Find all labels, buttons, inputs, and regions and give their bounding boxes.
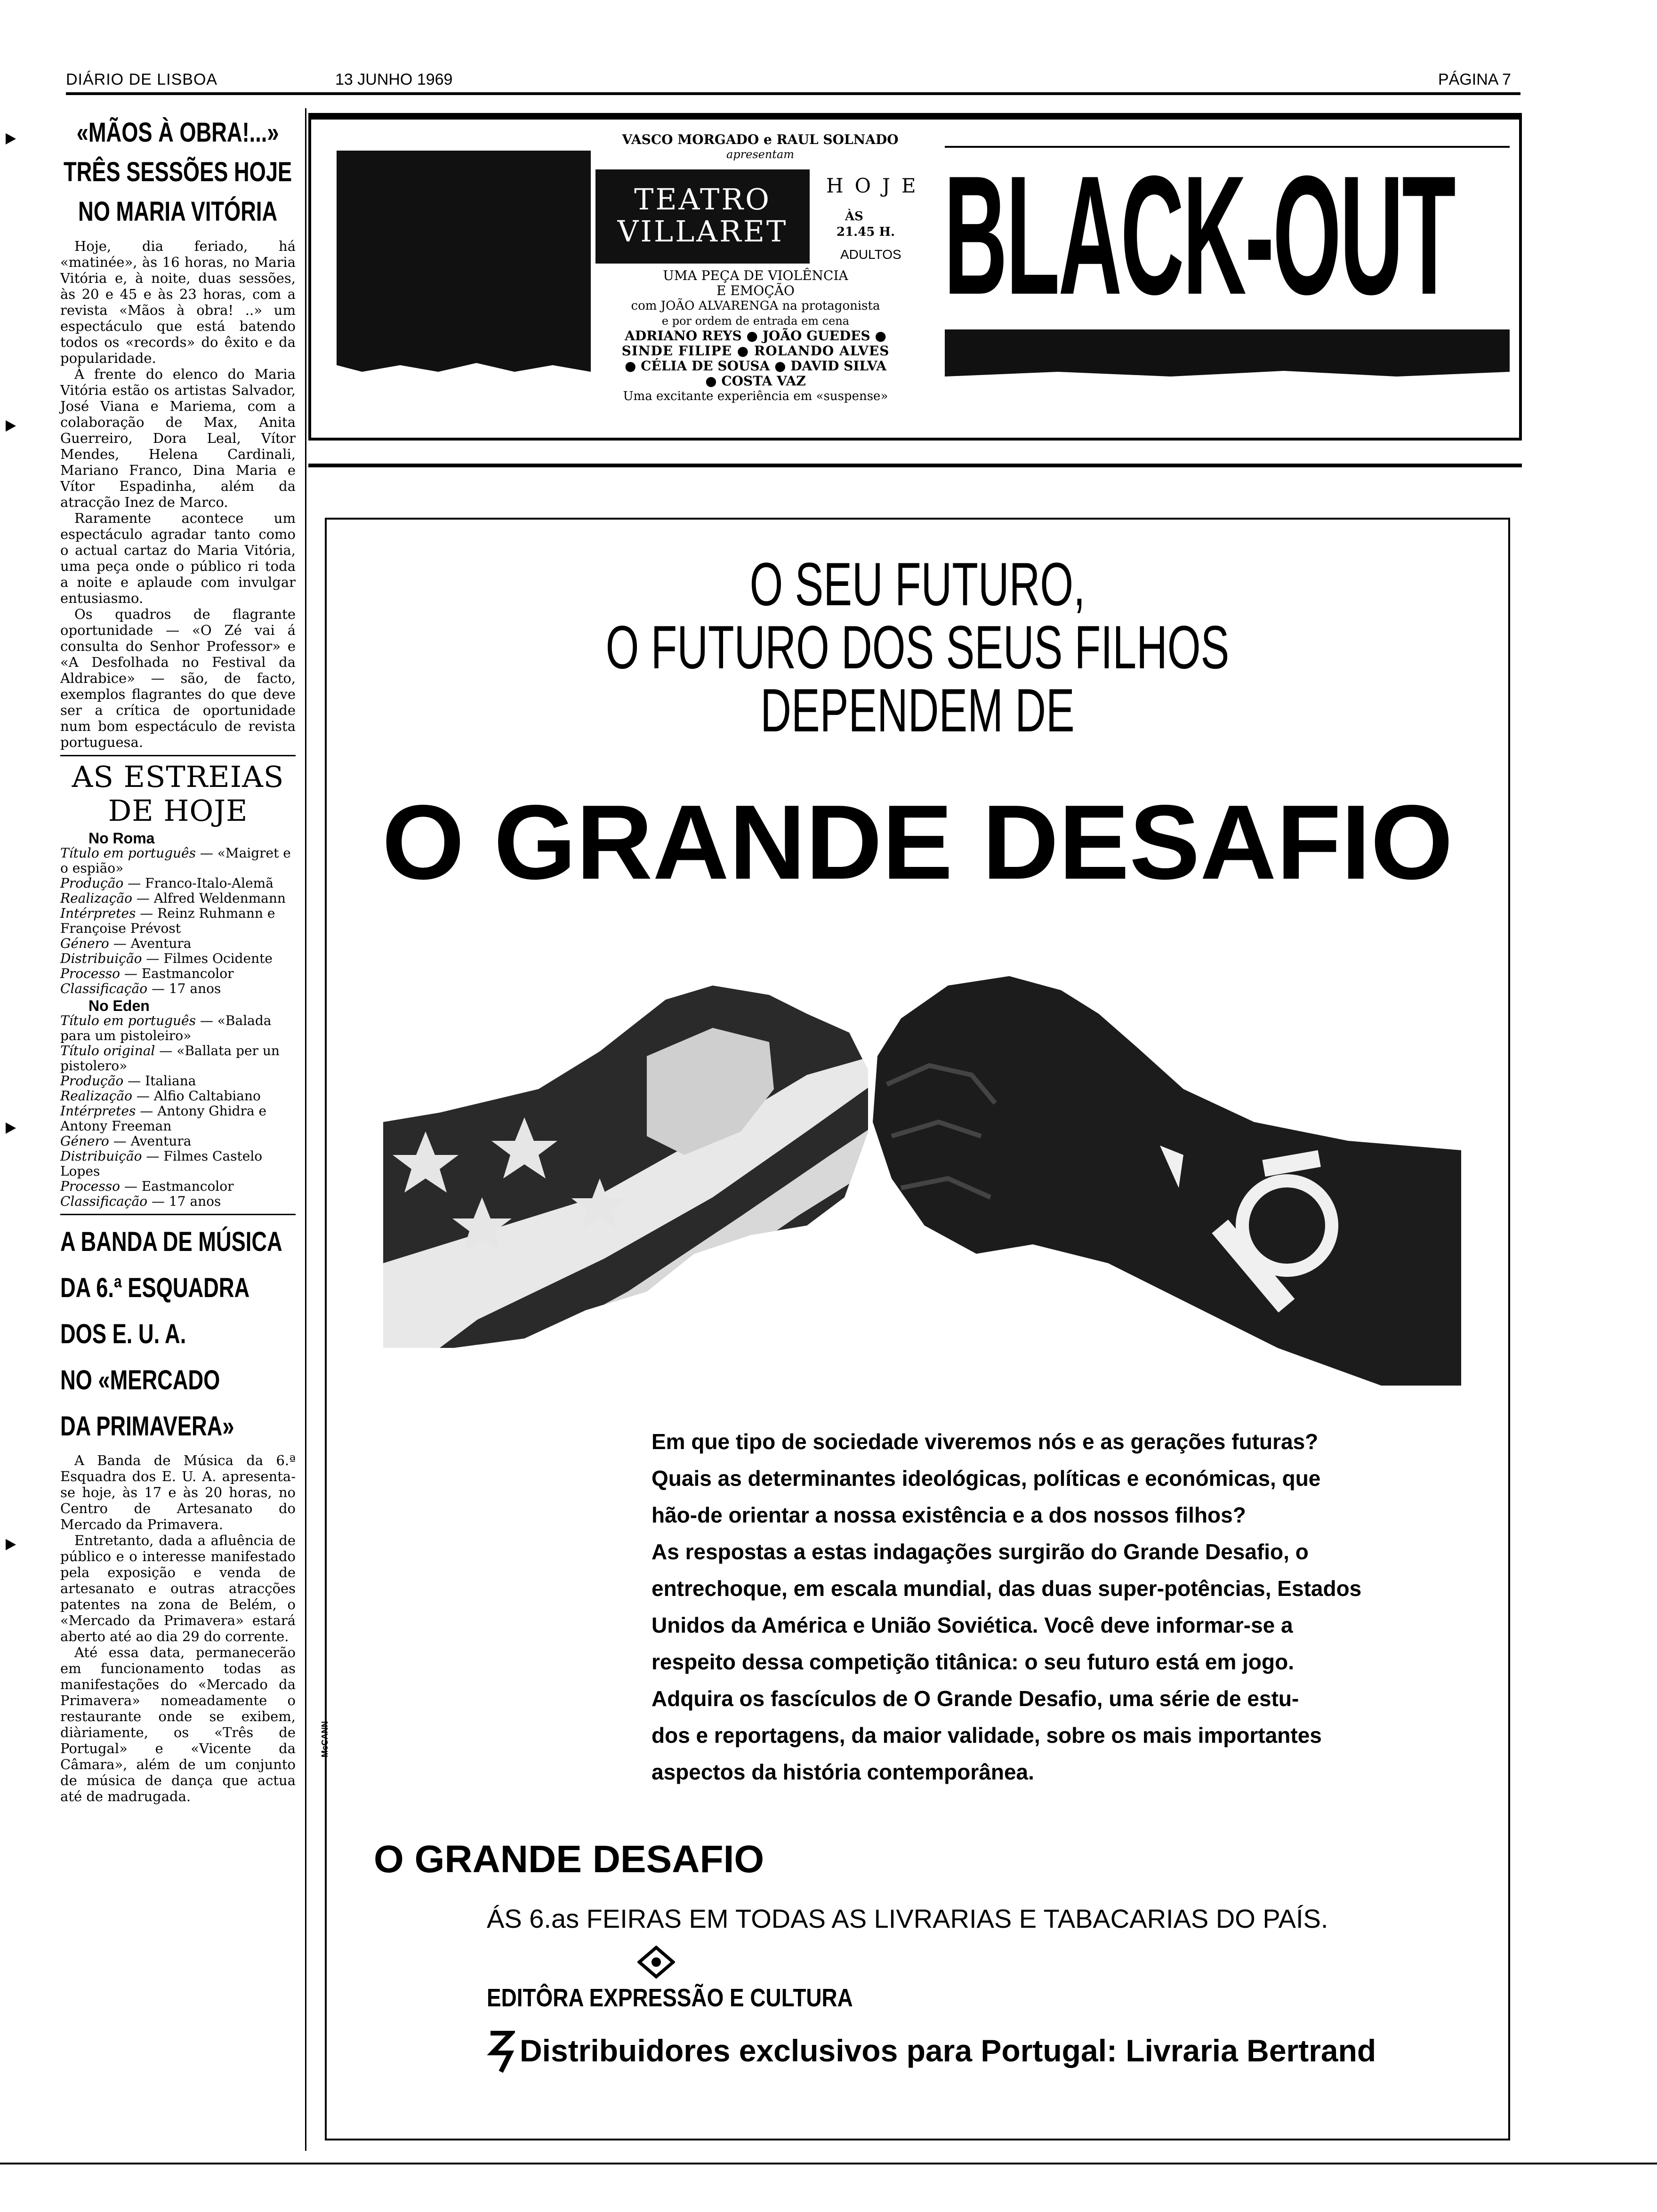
bertrand-logo-icon [487,2030,515,2073]
ad-footer-title: O GRANDE DESAFIO [374,1838,764,1881]
margin-mark [6,1122,16,1134]
article3-headline: A BANDA DE MÚSICA DA 6.ª ESQUADRA DOS E. U. A. NO «MERCADO DA PRIMAVERA» [60,1226,282,1442]
presents: apresentam [726,148,795,161]
masthead-paper: DIÁRIO DE LISBOA [66,71,218,88]
bottom-rule [0,2163,1657,2164]
margin-mark [6,420,16,432]
grande-desafio-ad [320,518,1510,2140]
article1-headline: «MÃOS À OBRA!...» TRÊS SESSÕES HOJE NO MARIA VITÓRIA [63,117,292,227]
column-divider [305,108,306,2151]
blackout-panel-left [337,151,591,372]
show-time-a: ÀS [845,209,863,224]
masthead-page: PÁGINA 7 [1438,71,1511,88]
ad-body-copy: Em que tipo de sociedade viveremos nós e as gerações futuras? Quais as determinantes ideológicas, políticas e económicas, que hão-de orientar a nossa existência e a dos nossos filhos? As respostas a estas indagações surgirão do Grande Desafio, o entrechoque, em escala mundial, das duas super-potências, Estados Unidos da América e União Soviética. Você deve informar-se a respeito dessa competição titânica: o seu futuro está em jogo. Adquira os fascículos de O Grande Desafio, uma série de estu- dos e reportagens, da maior validade, sobre os mais importantes aspectos da história contemporânea. [652,1429,1362,1784]
ussr-fist-icon [873,976,1461,1386]
masthead-date: 13 JUNHO 1969 [335,71,453,88]
ad-distributor: Distribuidores exclusivos para Portugal: Livraria Bertrand [520,2033,1376,2068]
ad-schedule: ÁS 6.as FEIRAS EM TODAS AS LIVRARIAS E TABACARIAS DO PAÍS. [487,1904,1328,1933]
article1 [60,113,296,750]
show-time-b: 21.45 H. [837,225,895,239]
blackout-panel-right [945,329,1510,377]
venue-logo-bottom: VILLARET [617,214,788,248]
left-column [60,113,296,1804]
article-separator [60,755,296,756]
masthead-rule [66,92,1520,95]
show-rating: ADULTOS [840,247,901,262]
ad-headline: O SEU FUTURO, O FUTURO DOS SEUS FILHOS DEPENDEM DE [605,550,1230,745]
article1-body: Hoje, dia feriado, há «matinée», às 16 horas, no Maria Vitória e, à noite, duas sessões, às 20 e 45 e às 23 horas, com a revista «Mãos à obra! ..» um espectáculo que está batendo todos os «records» do êxito e da popularidade. À frente do elenco do Maria Vitória estão os artistas Salvador, José Viana e Mariema, com a colaboração de Max, Anita Guerreiro, Dora Leal, Vítor Mendes, Helena Cardinali, Mariano Franco, Dina Maria e Vítor Espadinha, além da atracção Inez de Marco. Raramente acontece um espectáculo agradar tanto como o actual cartaz do Maria Vitória, uma peça onde o público ri toda a noite e aplaude com invulgar entusiasmo. Os quadros de flagrante oportunidade — «O Zé vai á consulta do Senhor Professor» e «A Desfolhada no Festival da Aldrabice» — são, de facto, exemplos flagrantes do que deve ser a crítica de oportunidade num bom espectáculo de revista portuguesa. [60,238,296,750]
theatre-ad-details: UMA PEÇA DE VIOLÊNCIA E EMOÇÃO com JOÃO ALVARENGA na protagonista e por ordem de entrada em cena ADRIANO REYS ● JOÃO GUEDES ● SINDE FILIPE ● ROLANDO ALVES ● CÉLIA DE SOUSA ● DAVID SILVA ● COSTA VAZ Uma excitante experiência em «suspense» [621,268,890,403]
margin-mark [6,1539,16,1550]
usa-fist-icon [383,934,901,1404]
fists-illustration [383,934,1461,1447]
article3-body: A Banda de Música da 6.ª Esquadra dos E. U. A. apresenta-se hoje, às 17 e às 20 horas, no Centro de Artesanato do Mercado da Primavera. Entretanto, dada a afluência de público e o interesse manifestado pela exposição e venda de artesanato e outras atracções patentes na zona de Belém, o «Mercado da Primavera» estará aberto até ao dia 29 do corrente. Até essa data, permanecerão em funcionamento todas as manifestações do «Mercado da Primavera» nomeadamente o restaurante onde se exibem, diàriamente, os «Três de Portugal» e «Vicente da Câmara», além de um conjunto de música de dança que actua até de madrugada. [60,1452,296,1804]
article-separator [60,1214,296,1215]
article3 [60,1219,296,1804]
ad-title: O GRANDE DESAFIO [382,783,1453,901]
agency-credit: McCANN [320,1721,330,1757]
eden-listing: No Eden Título em português — «Balada para um pistoleiro» Título original — «Ballata per un pistolero» Produção — Italiana Realização — Alfio Caltabiano Intérpretes — Antony Ghidra e Antony Freeman Género — Aventura Distribuição — Filmes Castelo Lopes Processo — Eastmancolor Classificação — 17 anos [60,997,280,1209]
article2-headline: AS ESTREIAS DE HOJE [72,760,284,828]
article2 [60,760,296,1209]
publisher-logo-icon [637,1946,675,1979]
presenters: VASCO MORGADO e RAUL SOLNADO [622,132,899,147]
show-title-rule [945,146,1510,148]
show-hoje: HOJE [826,174,927,197]
ad-publisher: EDITÔRA EXPRESSÃO E CULTURA [487,1984,853,2012]
venue-logo-top: TEATRO [634,182,771,216]
theatre-ad [308,113,1522,452]
venue-logo [595,169,810,264]
margin-mark [6,133,16,144]
roma-listing: No Roma Título em português — «Maigret e o espião» Produção — Franco-Italo-Alemã Realização — Alfred Weldenmann Intérpretes — Reinz Ruhmann e Françoise Prévost Género — Aventura Distribuição — Filmes Ocidente Processo — Eastmancolor Classificação — 17 anos [60,830,291,996]
show-title: BLACK-OUT [944,158,1455,313]
